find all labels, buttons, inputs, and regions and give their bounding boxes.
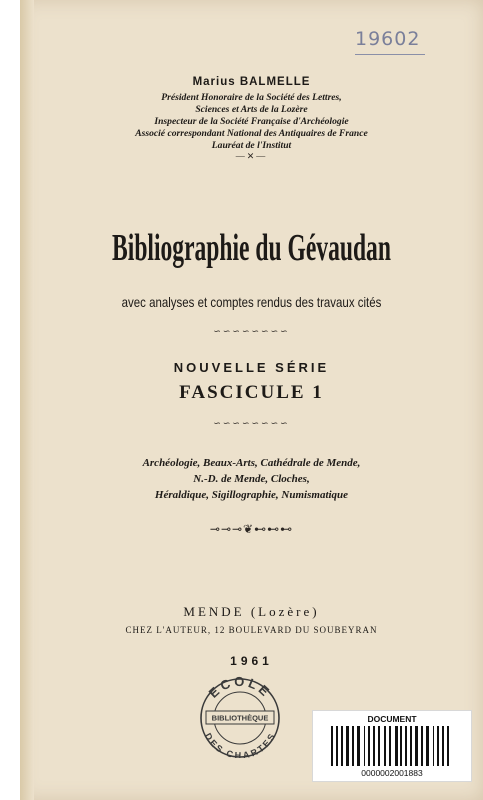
barcode-bar xyxy=(336,726,338,766)
author-name: Marius BALMELLE xyxy=(192,76,311,88)
barcode-bar xyxy=(447,726,449,766)
barcode-bar xyxy=(389,726,391,766)
series-label: NOUVELLE SÉRIE xyxy=(173,360,330,375)
topics-list xyxy=(20,455,483,503)
pencil-underline xyxy=(355,54,425,55)
author-titles xyxy=(20,92,483,152)
library-stamp xyxy=(198,674,282,758)
author-title-line: Président Honoraire de la Société des Lettres, xyxy=(161,92,342,103)
topic-line: Archéologie, Beaux-Arts, Cathédrale de Mende, xyxy=(142,457,361,469)
topic-line: Héraldique, Sigillographie, Numismatique xyxy=(154,489,349,501)
barcode-bar xyxy=(331,726,333,766)
ornament-flourish: ⊸⊸⊸❦⊷⊷⊷ xyxy=(209,522,294,536)
publication-year: 1961 xyxy=(230,654,273,668)
barcode-bar xyxy=(405,726,407,766)
barcode-bar xyxy=(415,726,418,766)
topic-line: N.-D. de Mende, Cloches, xyxy=(193,473,310,485)
barcode-bar xyxy=(437,726,439,766)
author-title-line: Sciences et Arts de la Lozère xyxy=(195,104,308,115)
barcode-bar xyxy=(364,726,365,766)
imprint-city: MENDE (Lozère) xyxy=(183,604,320,619)
fascicle-label: FASCICULE 1 xyxy=(179,382,324,403)
barcode-bar xyxy=(442,726,444,766)
barcode-bar xyxy=(357,726,360,766)
barcode-label xyxy=(312,710,472,782)
barcode-bar xyxy=(426,726,429,766)
barcode-bar xyxy=(400,726,402,766)
imprint-address: CHEZ L'AUTEUR, 12 BOULEVARD DU SOUBEYRAN xyxy=(125,625,378,635)
barcode-title: DOCUMENT xyxy=(367,714,417,724)
stamp-bottom-text: DES CHARTES xyxy=(202,731,278,758)
barcode-bar xyxy=(352,726,354,766)
handwritten-catalog-number: 19602 xyxy=(355,28,435,50)
book-title: Bibliographie du Gévaudan xyxy=(112,227,391,269)
barcode-bar xyxy=(433,726,434,766)
book-subtitle: avec analyses et comptes rendus des travaux cités xyxy=(121,294,382,310)
stamp-band-text: BIBLIOTHÈQUE xyxy=(211,713,269,723)
barcode-bars xyxy=(331,726,453,766)
author-title-line: Inspecteur de la Société Française d'Archéologie xyxy=(154,116,349,127)
barcode-bar xyxy=(341,726,343,766)
ornament-divider: ∽∽∽∽∽∽∽∽ xyxy=(213,326,290,336)
barcode-bar xyxy=(410,726,412,766)
barcode-bar xyxy=(384,726,386,766)
stamp-top-text: ECOLE xyxy=(205,674,275,701)
barcode-bar xyxy=(373,726,375,766)
author-title-line: Lauréat de l'Institut xyxy=(211,140,292,151)
barcode-bar xyxy=(346,726,349,766)
barcode-number: 0000002001883 xyxy=(361,768,423,778)
barcode-bar xyxy=(378,726,380,766)
barcode-bar xyxy=(368,726,370,766)
author-title-line: Associé correspondant National des Antiquaires de France xyxy=(135,128,368,139)
barcode-bar xyxy=(395,726,398,766)
ornament-divider: —✕— xyxy=(235,151,268,161)
ornament-divider: ∽∽∽∽∽∽∽∽ xyxy=(213,418,290,428)
barcode-bar xyxy=(421,726,423,766)
